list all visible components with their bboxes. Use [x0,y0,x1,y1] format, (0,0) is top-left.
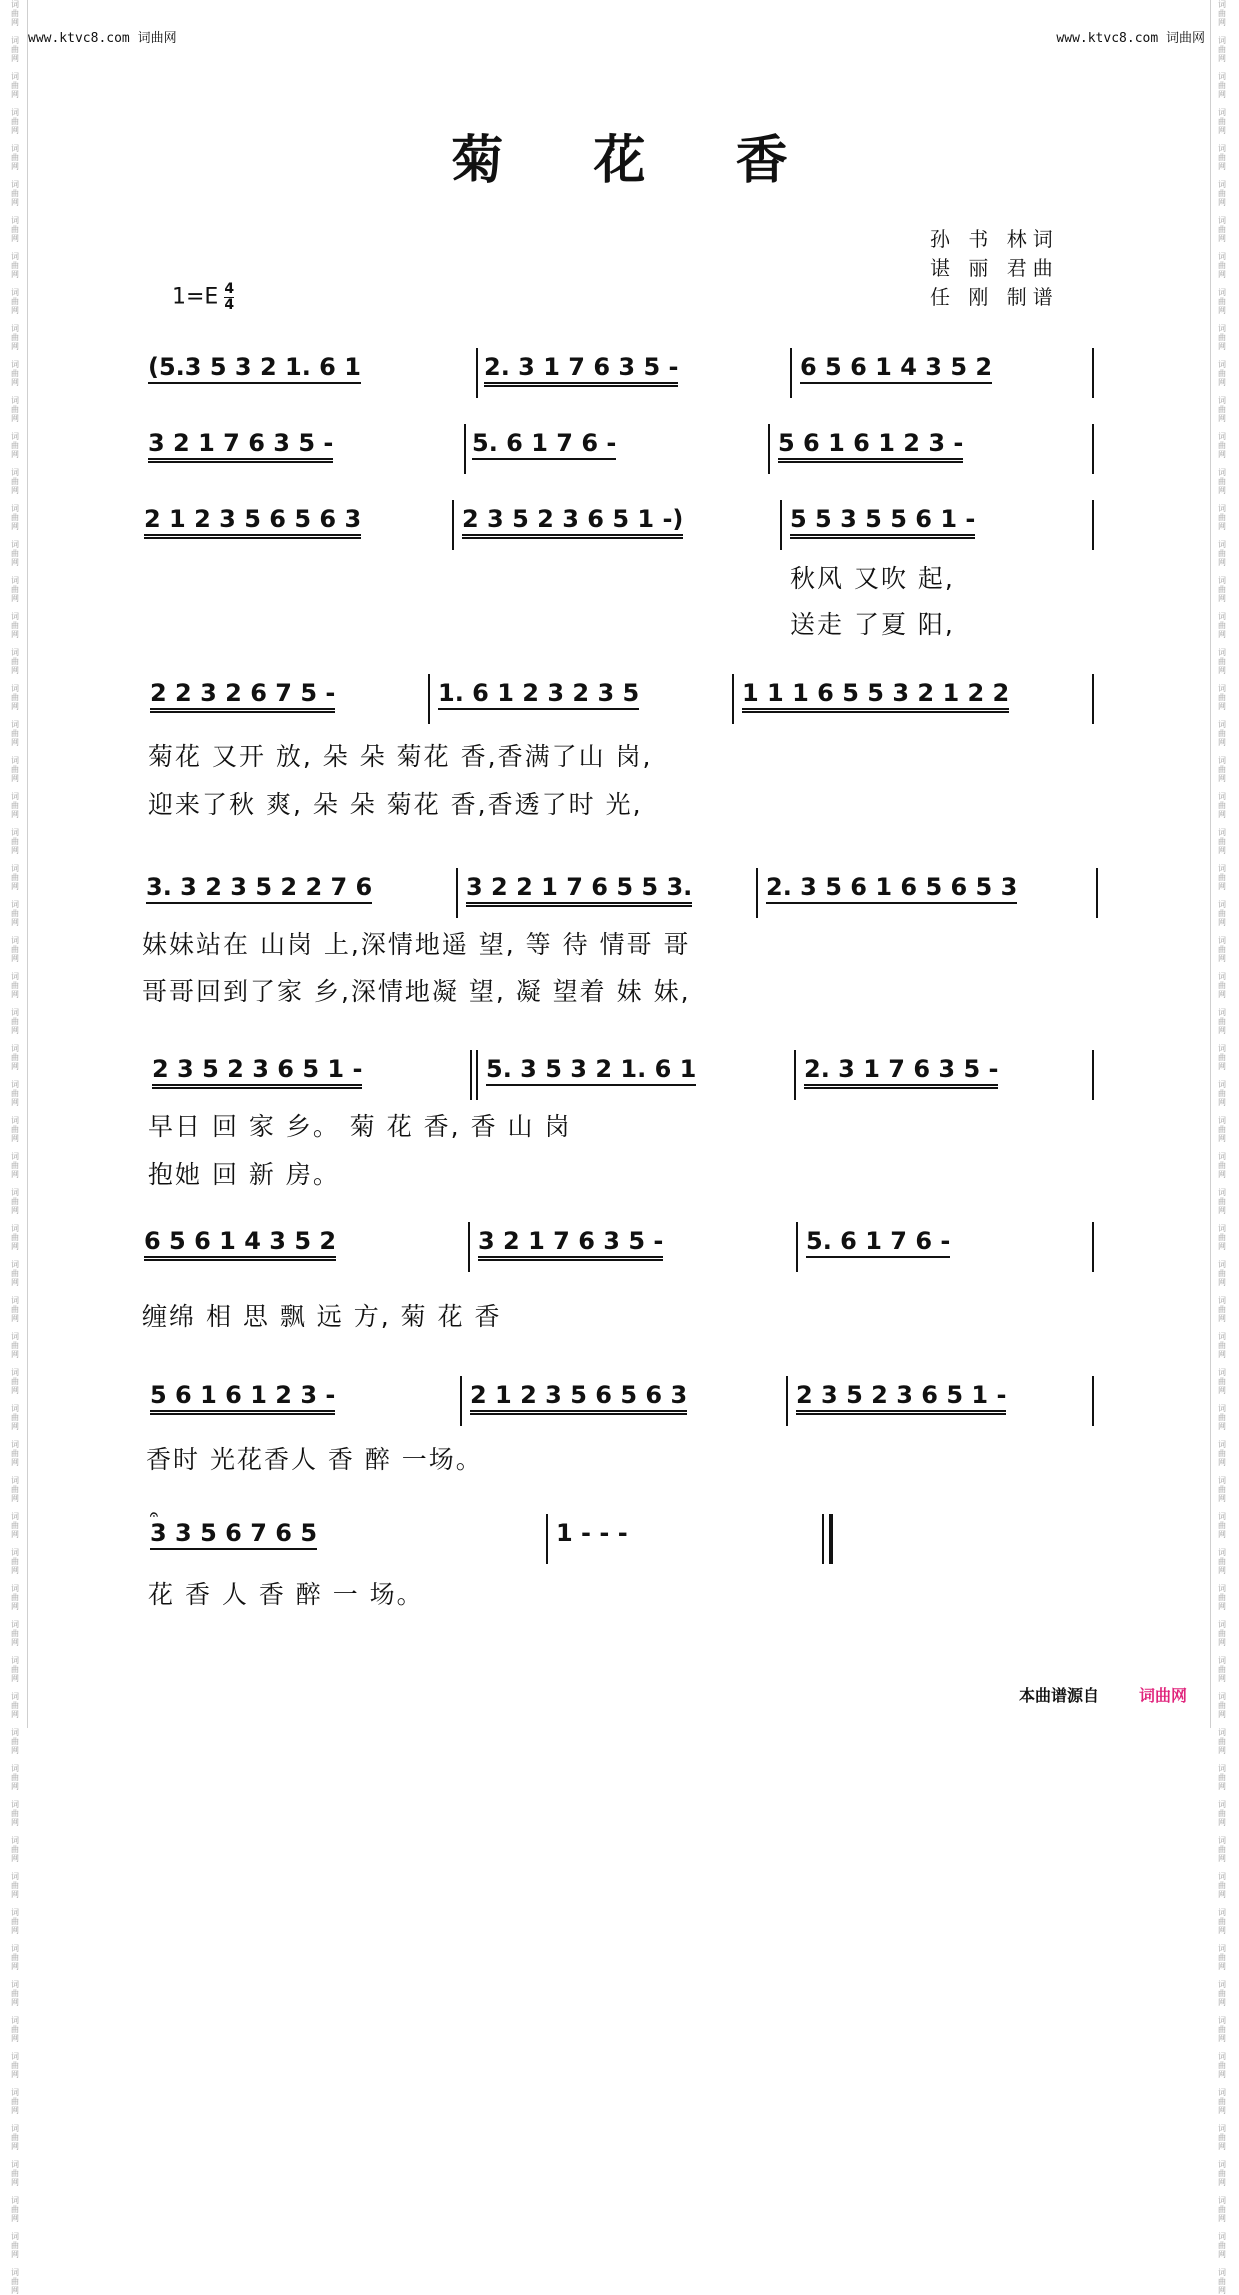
barline [786,1376,788,1426]
measure-3: 1 1 1 6 5 5 3 2 1 2 2 [742,678,1009,713]
footer-source [1019,1683,1187,1706]
notation-line-5 [0,868,1239,924]
barline [756,868,758,918]
fermata-icon: 𝄐 [150,1507,158,1523]
lyricist-credit: 孙 书 林词 [930,227,1059,251]
measure-1: 2 3 5 2 3 6 5 1 - [152,1054,362,1089]
barline [780,500,782,550]
source-label: 本曲谱源自 [1018,1686,1099,1705]
measure-2: 3 2 2 1 7 6 5 5 3. [466,872,692,907]
measure-3: 5 5 3 5 5 6 1 - [790,504,975,539]
notation-line-4 [0,674,1239,730]
measure-3: 2. 3 5 6 1 6 5 6 5 3 [766,872,1017,904]
barline [464,424,466,474]
barline [790,348,792,398]
measure-1: 5 6 1 6 1 2 3 - [150,1380,335,1415]
measure-2: 2 1 2 3 5 6 5 6 3 [470,1380,687,1415]
notation-line-8 [0,1376,1239,1432]
measure-2: 2 3 5 2 3 6 5 1 -) [462,504,683,539]
notation-line-2 [0,424,1239,480]
composer-credit: 谌 丽 君曲 [930,256,1059,280]
measure-1: 2 2 3 2 6 7 5 - [150,678,335,713]
measure-2: 1 - - - [556,1519,628,1547]
notation-line-9 [0,1507,1239,1570]
notation-line-3 [0,500,1239,556]
key-signature [172,282,234,313]
lyrics-line-8: 香时 光花香人 香 醉 一场。 [146,1445,483,1474]
measure-1: 3. 3 2 3 5 2 2 7 6 [146,872,372,904]
measure-3: 5 6 1 6 1 2 3 - [778,428,963,463]
barline [476,348,478,398]
measure-2: 2. 3 1 7 6 3 5 - [484,352,678,387]
measure-2: 5. 6 1 7 6 - [472,428,616,460]
barline [1092,1050,1094,1100]
barline [452,500,454,550]
source-brand-link[interactable]: 词曲网 [1138,1686,1187,1705]
site-url-right[interactable]: www.ktvc8.com 词曲网 [1056,31,1205,46]
lyrics-line-9: 花 香 人 香 醉 一 场。 [148,1580,424,1609]
barline [546,1514,548,1564]
barline [428,674,430,724]
barline [794,1050,796,1100]
side-watermark-left: 词 曲 网 词 曲 网 词 曲 网 词 曲 网 词 曲 网 词 曲 网 词 曲 网 词 曲 网 词 曲 网 词 曲 网 词 曲 网 词 曲 网 词 曲 网 词 曲 网 词 曲 网 词 曲 网 词 曲 网 词 曲 网 词 曲 网 词 曲 网 词 曲 网 词 曲 网 词 曲 网 词 曲 网 词 曲 网 词 曲 网 词 曲 网 词 曲 网 词 曲 网 词 曲 网 词 曲 网 词 曲 网 词 曲 网 词 曲 网 词 曲 网 词 曲 网 词 曲 网 词 曲 网 词 曲 网 词 曲 网 词 曲 网 词 曲 网 词 曲 网 词 曲 网 词 曲 网 词 曲 网 词 曲 网 词 曲 网 词 曲 网 词 曲 网 词 曲 网 词 曲 网 词 曲 网 词 曲 网 词 曲 网 词 曲 网 词 曲 网 词 曲 网 词 曲 网 词 曲 网 词 曲 网 词 曲 网 词 曲 网 词 曲 网 [11,0,19,2295]
notation-line-7 [0,1222,1239,1278]
measure-3: 6 5 6 1 4 3 5 2 [800,352,992,384]
notation-line-6 [0,1050,1239,1106]
time-bottom: 4 [224,297,235,313]
measure-1: 2 1 2 3 5 6 5 6 3 [144,504,361,539]
barline [732,674,734,724]
barline [1092,348,1094,398]
time-top: 4 [224,281,235,297]
measure-2: 3 2 1 7 6 3 5 - [478,1226,663,1261]
lyrics-line-7: 缠绵 相 思 飘 远 方, 菊 花 香 [142,1302,502,1331]
barline [1092,1376,1094,1426]
barline [1092,1222,1094,1272]
measure-3: 5. 6 1 7 6 - [806,1226,950,1258]
barline [796,1222,798,1272]
barline [768,424,770,474]
lyrics-line-5-verse-2: 哥哥回到了家 乡,深情地凝 望, 凝 望着 妹 妹, [142,977,691,1006]
lyrics-line-3-verse-1: 秋风 又吹 起, [790,564,955,593]
credits-block [930,225,1059,312]
side-watermark-right: 词 曲 网 词 曲 网 词 曲 网 词 曲 网 词 曲 网 词 曲 网 词 曲 网 词 曲 网 词 曲 网 词 曲 网 词 曲 网 词 曲 网 词 曲 网 词 曲 网 词 曲 网 词 曲 网 词 曲 网 词 曲 网 词 曲 网 词 曲 网 词 曲 网 词 曲 网 词 曲 网 词 曲 网 词 曲 网 词 曲 网 词 曲 网 词 曲 网 词 曲 网 词 曲 网 词 曲 网 词 曲 网 词 曲 网 词 曲 网 词 曲 网 词 曲 网 词 曲 网 词 曲 网 词 曲 网 词 曲 网 词 曲 网 词 曲 网 词 曲 网 词 曲 网 词 曲 网 词 曲 网 词 曲 网 词 曲 网 词 曲 网 词 曲 网 词 曲 网 词 曲 网 词 曲 网 词 曲 网 词 曲 网 词 曲 网 词 曲 网 词 曲 网 词 曲 网 词 曲 网 词 曲 网 词 曲 网 词 曲 网 词 曲 网 [1218,0,1226,2295]
barline [460,1376,462,1426]
measure-3: 2. 3 1 7 6 3 5 - [804,1054,998,1089]
engraver-credit: 任 刚 制谱 [930,285,1059,309]
barline [1092,424,1094,474]
measure-1: 3 3 5 6 7 6 5 [150,1518,317,1550]
lyrics-line-3-verse-2: 送走 了夏 阳, [790,610,955,639]
lyrics-line-4-verse-2: 迎来了秋 爽, 朵 朵 菊花 香,香透了时 光, [148,790,643,819]
measure-3: 2 3 5 2 3 6 5 1 - [796,1380,1006,1415]
song-title: 菊 花 香 [451,130,824,191]
lyrics-line-6-verse-1: 早日 回 家 乡。 菊 花 香, 香 山 岗 [148,1112,572,1141]
repeat-start-barline [470,1050,478,1100]
time-signature [224,282,234,313]
barline [1092,674,1094,724]
measure-1: 6 5 6 1 4 3 5 2 [144,1226,336,1261]
measure-2: 5. 3 5 3 2 1. 6 1 [486,1054,696,1086]
measure-1: (5.3 5 3 2 1. 6 1 [148,352,361,384]
notation-line-1 [0,348,1239,404]
barline [1096,868,1098,918]
barline [468,1222,470,1272]
final-barline [822,1514,833,1564]
measure-1: 3 2 1 7 6 3 5 - [148,428,333,463]
lyrics-line-4-verse-1: 菊花 又开 放, 朵 朵 菊花 香,香满了山 岗, [148,742,653,771]
barline [1092,500,1094,550]
barline [456,868,458,918]
lyrics-line-6-verse-2: 抱她 回 新 房。 [148,1160,340,1189]
site-url-left[interactable]: www.ktvc8.com 词曲网 [28,31,177,46]
key-text: 1=E [172,284,219,310]
lyrics-line-5-verse-1: 妹妹站在 山岗 上,深情地遥 望, 等 待 情哥 哥 [142,930,691,959]
measure-2: 1. 6 1 2 3 2 3 5 [438,678,639,710]
